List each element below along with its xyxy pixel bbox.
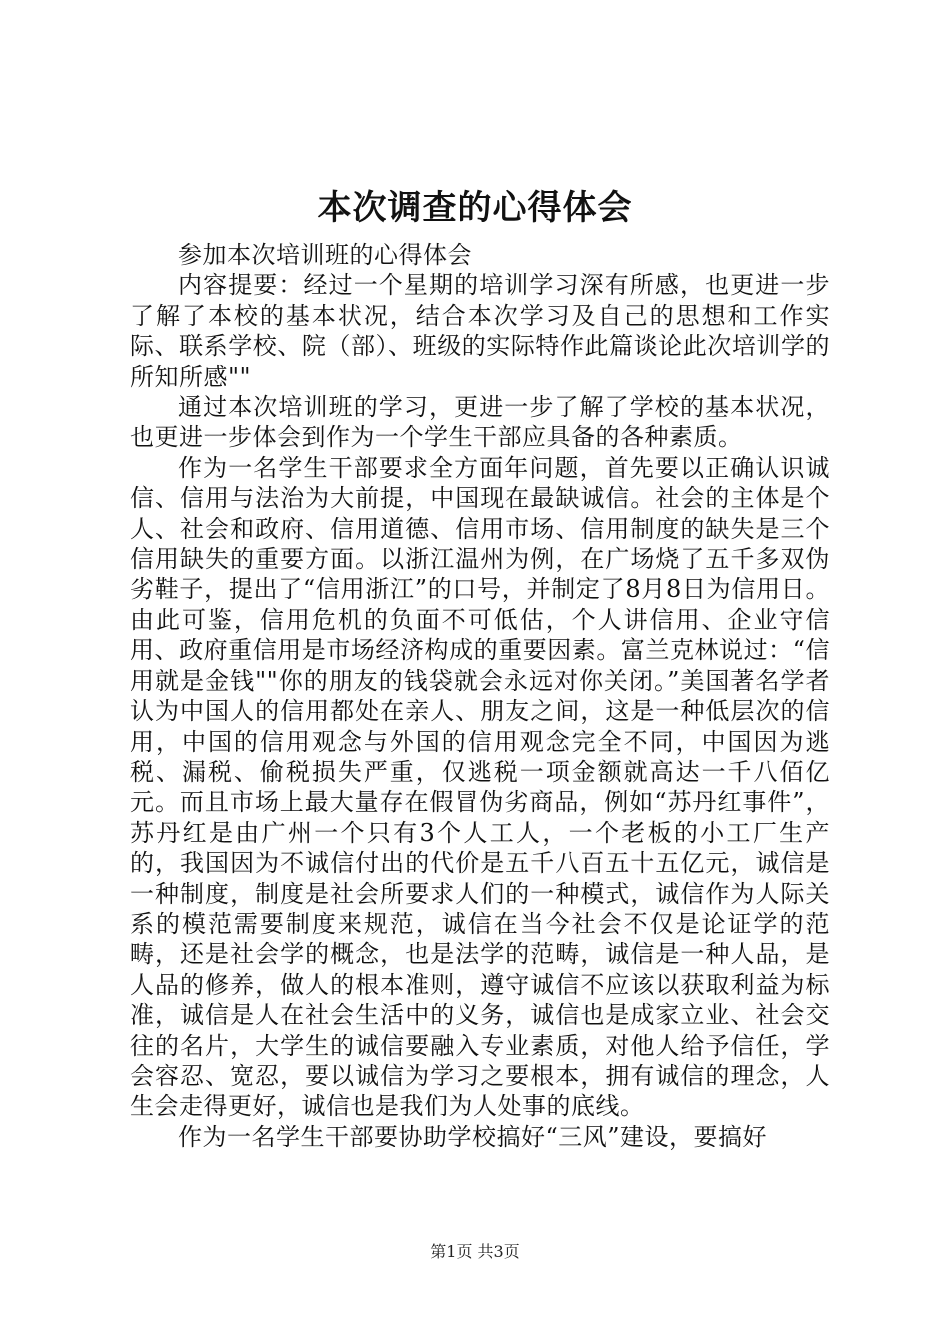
paragraph-intro: 通过本次培训班的学习，更进一步了解了学校的基本状况，也更进一步体会到作为一个学生干部应具备的各种素质。 — [130, 393, 830, 452]
document-body — [130, 240, 830, 1152]
paragraph-three-styles: 作为一名学生干部要协助学校搞好“三风”建设，要搞好 — [178, 1122, 768, 1151]
document-title: 本次调查的心得体会 — [317, 188, 633, 228]
paragraph-summary: 内容提要：经过一个星期的培训学习深有所感，也更进一步了解了本校的基本状况，结合本次学习及自己的思想和工作实际、联系学校、院（部）、班级的实际特作此篇谈论此次培训学的所知所感"" — [130, 271, 830, 391]
paragraph-integrity: 作为一名学生干部要求全方面年问题，首先要以正确认识诚信、信用与法治为大前提，中国现在最缺诚信。社会的主体是个人、社会和政府、信用道德、信用市场、信用制度的缺失是三个信用缺失的重要方面。以浙江温州为例，在广场烧了五千多双伪劣鞋子，提出了“信用浙江”的口号，并制定了8月8日为信用日。由此可鉴，信用危机的负面不可低估，个人讲信用、企业守信用、政府重信用是市场经济构成的重要因素。富兰克林说过：“信用就是金钱""你的朋友的钱袋就会永远对你关闭。”美国著名学者认为中国人的信用都处在亲人、朋友之间，这是一种低层次的信用，中国的信用观念与外国的信用观念完全不同，中国因为逃税、漏税、偷税损失严重，仅逃税一项金额就高达一千八佰亿元。而且市场上最大量存在假冒伪劣商品，例如“苏丹红事件”，苏丹红是由广州一个只有3个人工人，一个老板的小工厂生产的，我国因为不诚信付出的代价是五千八百五十五亿元，诚信是一种制度，制度是社会所要求人们的一种模式，诚信作为人际关系的模范需要制度来规范，诚信在当今社会不仅是论证学的范畴，还是社会学的概念，也是法学的范畴，诚信是一种人品，是人品的修养，做人的根本准则，遵守诚信不应该以获取利益为标准，诚信是人在社会生活中的义务，诚信也是成家立业、社会交往的名片，大学生的诚信要融入专业素质，对他人给予信任，学会容忍、宽忍，要以诚信为学习之要根本，拥有诚信的理念，人生会走得更好，诚信也是我们为人处事的底线。 — [130, 453, 830, 1121]
page-number-footer: 第1页 共3页 — [430, 1242, 520, 1261]
paragraph-subtitle: 参加本次培训班的心得体会 — [178, 241, 472, 269]
